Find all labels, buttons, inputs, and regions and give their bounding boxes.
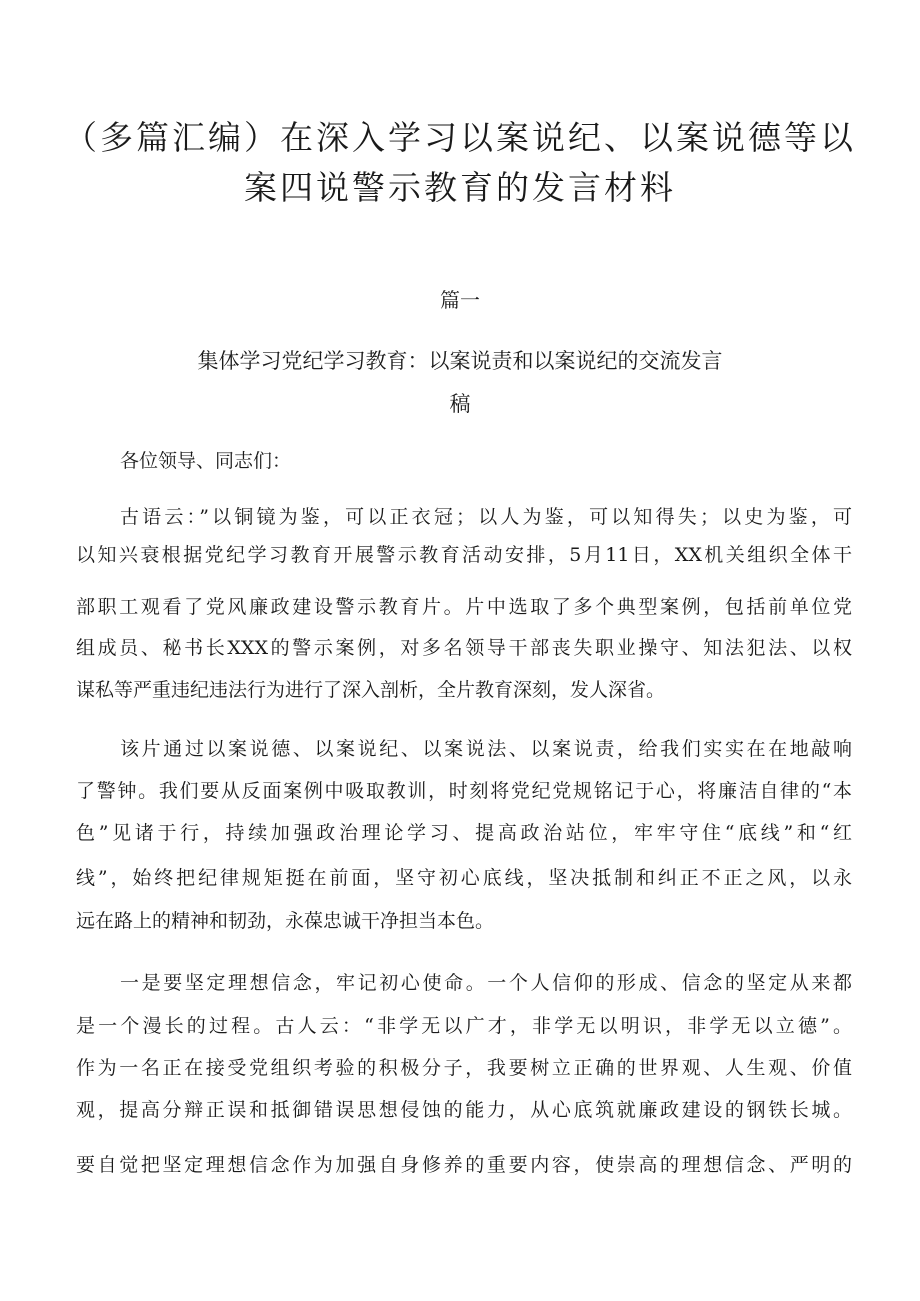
paragraph-1-line-2: 以知兴衰根据党纪学习教育开展警示教育活动安排，5月11日，XX机关组织全体干 [76,544,852,566]
salutation: 各位领导、同志们： [120,450,292,472]
paragraph-2-line-3: 色”见诸于行，持续加强政治理论学习、提高政治站位，牢牢守住“底线”和“红 [76,822,852,844]
paragraph-1-line-3: 部职工观看了党风廉政建设警示教育片。片中选取了多个典型案例，包括前单位党 [76,596,852,618]
paragraph-2-line-4: 线”，始终把纪律规矩挺在前面，坚守初心底线，坚决抵制和纠正不正之风，以永 [76,867,852,889]
section-label: 篇一 [440,288,480,312]
paragraph-1-line-1: 古语云：”以铜镜为鉴，可以正衣冠；以人为鉴，可以知得失；以史为鉴，可 [120,506,852,528]
paragraph-3-line-4: 观，提高分辩正误和抵御错误思想侵蚀的能力，从心底筑就廉政建设的钢铁长城。 [76,1099,852,1121]
paragraph-3-line-1: 一是要坚定理想信念，牢记初心使命。一个人信仰的形成、信念的坚定从来都 [120,972,852,994]
paragraph-3-line-5: 要自觉把坚定理想信念作为加强自身修养的重要内容，使崇高的理想信念、严明的 [76,1154,852,1176]
speech-title-line-2: 稿 [449,392,471,416]
paragraph-3-line-2: 是一个漫长的过程。古人云：“非学无以广才，非学无以明识，非学无以立德”。 [76,1015,852,1037]
paragraph-2-line-2: 了警钟。我们要从反面案例中吸取教训，时刻将党纪党规铭记于心，将廉洁自律的“本 [76,780,852,802]
paragraph-1-line-5: 谋私等严重违纪违法行为进行了深入剖析，全片教育深刻，发人深省。 [76,679,666,701]
speech-title-line-1: 集体学习党纪学习教育：以案说责和以案说纪的交流发言 [197,349,723,373]
paragraph-2-line-1: 该片通过以案说德、以案说纪、以案说法、以案说责，给我们实实在在地敲响 [120,738,852,760]
paragraph-1-line-4: 组成员、秘书长XXX的警示案例，对多名领导干部丧失职业操守、知法犯法、以权 [76,637,852,659]
document-title-line-1: （多篇汇编）在深入学习以案说纪、以案说德等以 [64,118,856,157]
paragraph-3-line-3: 作为一名正在接受党组织考验的积极分子，我要树立正确的世界观、人生观、价值 [76,1057,852,1079]
paragraph-2-line-5: 远在路上的精神和韧劲，永葆忠诚干净担当本色。 [76,910,495,932]
document-title-line-2: 案四说警示教育的发言材料 [244,168,676,207]
